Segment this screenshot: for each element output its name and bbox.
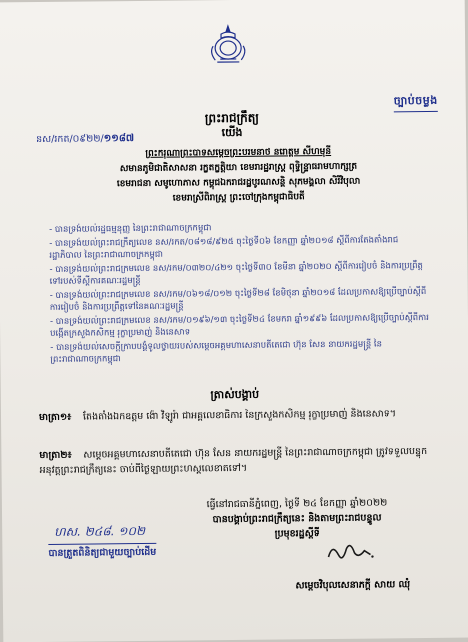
signer-name: សម្តេចវិបុលសេនាភក្តី សាយ ឈុំ [295,579,411,592]
considerations-list [49,220,430,367]
article-2 [39,444,429,478]
article-1 [39,406,429,425]
reference-handwritten-number: ១១៨៧ [103,133,135,145]
verification-stamp: បានត្រួតពិនិត្យជាមួយច្បាប់ដើម [48,543,156,561]
reference-number [36,131,134,147]
article-label: មាត្រា១៖ [38,411,72,424]
copy-stamp-text: ច្បាប់ចម្លង [394,94,438,112]
decree-heading: ត្រាស់បង្គាប់ [210,387,260,402]
reference-prefix: នស/រកត/០៩២២/ [36,133,104,146]
consideration-item: - បានទ្រង់យល់សេចក្តីក្រាបបង្គំទូលថ្វាយរបស់សម្តេចអគ្គមហាសេនាបតីតេជោ ហ៊ុន សែន នាយករដ្ឋមន្ត្រី នៃព្រះរាជាណាចក្រកម្ពុជា [50,337,430,366]
preamble-line: សមានភូមិជាតិសាសនា រក្ខតក្ខត្តិយា ខេមរារដ្ឋរាស្ត្រ ពុទ្ធិន្ទ្រាធរាមហាក្សត្រ [119,161,358,175]
article-text: តែងតាំងឯកឧត្តម ង៉ោ វិឡូរ៉ា ជាអគ្គលេខាធិការ នៃក្រសួងកសិកម្ម រុក្ខាប្រមាញ់ និងនេសាទ។ [82,408,397,423]
consideration-item: - បានទ្រង់យល់ព្រះរាជក្រឹត្យលេខ នស/រកត/០៨១៨/៩២៥ ចុះថ្ងៃទី០៦ ខែកញ្ញា ឆ្នាំ២០១៨ ស្តីពីការតែងតាំងរាជរដ្ឋាភិបាល នៃព្រះរាជាណាចក្រកម្ពុជា [49,233,429,262]
handwritten-registry-number: ហស. ២៤៨. ១០២ [54,523,146,539]
consideration-item: - បានទ្រង់យល់ព្រះរាជក្រមលេខ នស/រកម/០១៩៦/១៣ ចុះថ្ងៃទី២៤ ខែមករា ឆ្នាំ១៩៩៦ ដែលប្រកាសឱ្យប្រើច្បាប់ស្តីពីការបង្កើតក្រសួងកសិកម្ម រុក្ខាប្រមាញ់ និងនេសាទ [50,311,430,340]
countersign-title: ប្រមុខរដ្ឋស្តីទី [274,528,320,540]
document-subtitle: យើង [221,125,243,140]
signature [324,537,378,568]
closing-block [152,495,442,543]
document-title: ព្រះរាជក្រឹត្យ [204,110,260,126]
countersign-line: បានបង្គាប់ព្រះរាជក្រឹត្យនេះ និងតាមព្រះរាជបន្ទូល [212,512,382,526]
consideration-item: - បានទ្រង់យល់រដ្ឋធម្មនុញ្ញ នៃព្រះរាជាណាចក្រកម្ពុជា [49,220,429,236]
consideration-item: - បានទ្រង់យល់ព្រះរាជក្រមលេខ នស/រកម/០៣២០/៤២១ ចុះថ្ងៃទី៣០ ខែមីនា ឆ្នាំ២០២០ ស្តីពីការរៀបចំ និងការប្រព្រឹត្តទៅរបស់ទីស្តីការគណៈរដ្ឋមន្ត្រី [49,259,429,288]
preamble-line: ខេមរាស្រីពិរាស្ត្រ ព្រះចៅក្រុងកម្ពុជាធិបតី [172,192,305,204]
article-label: មាត្រា២៖ [39,449,72,462]
article-text: សម្តេចអគ្គមហាសេនាបតីតេជោ ហ៊ុន សែន នាយករដ្ឋមន្ត្រី នៃព្រះរាជាណាចក្រកម្ពុជា ត្រូវទទួលបន្ទុកអនុវត្តព្រះរាជក្រឹត្យនេះ ចាប់ពីថ្ងៃឡាយព្រះហស្តលេខាតទៅ។ [39,445,428,477]
preamble-line: ខេមរាជនា សមូហោភាស កម្ពុជឯករាជរដ្ឋបូរណសន្តិ សុភមង្គលា សិរីវិបុលា [116,176,361,190]
consideration-item: - បានទ្រង់យល់ព្រះរាជក្រមលេខ នស/រកម/០៦១៨/០១២ ចុះថ្ងៃទី២៨ ខែមិថុនា ឆ្នាំ២០១៨ ដែលប្រកាសឱ្យប្រើច្បាប់ស្តីពីការរៀបចំ និងការប្រព្រឹត្តទៅនៃគណៈរដ្ឋមន្ត្រី [50,285,430,314]
royal-preamble [58,144,419,208]
preamble-line: ព្រះករុណាព្រះបាទសម្តេចព្រះបរមនាថ នរោត្តម សីហមុនី [145,146,332,159]
royal-crest-icon [207,22,249,66]
place-and-date: ធ្វើនៅរាជធានីភ្នំពេញ, ថ្ងៃទី ២៤ ខែកញ្ញា ឆ្នាំ២០២២ [206,497,388,511]
